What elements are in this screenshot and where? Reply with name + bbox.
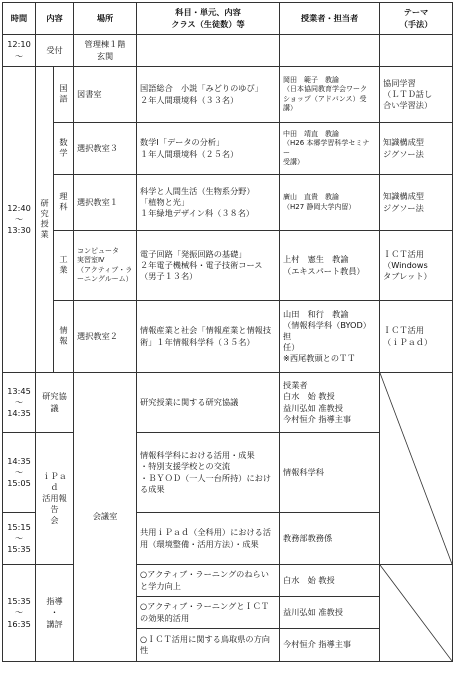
header-teacher: 授業者・担当者: [280, 3, 380, 35]
research-time: 12:40 ～ 13:30: [3, 67, 36, 373]
review-subject: ○ＩＣＴ活用に関する鳥取県の方向 性: [137, 629, 280, 662]
lesson-content: 情報産業と社会「情報産業と情報技 術」１年情報科学科（３５名）: [137, 301, 280, 373]
reception-place: 管理棟１階 玄関: [74, 35, 137, 67]
lesson-theme: 協同学習 （ＬＴＤ話し 合い学習法）: [380, 67, 453, 123]
research-row: [3, 231, 453, 301]
schedule-table: [2, 2, 453, 662]
reception-teacher: [280, 35, 380, 67]
reception-theme: [380, 35, 453, 67]
meeting-subject: 共用ｉＰａｄ（全科用）における活用（環境整備・活用方法）・成果: [137, 513, 280, 565]
header-place: 場所: [74, 3, 137, 35]
review-time: 15:35 ～ 16:35: [3, 565, 36, 662]
reception-subject: [137, 35, 280, 67]
lesson-teacher: 中田 靖直 教諭 （H26 本郷学習科学セミナー 受講）: [280, 123, 380, 175]
meeting-time: 13:45 ～ 14:35: [3, 373, 36, 433]
review-teacher: 益川弘如 准教授: [280, 597, 380, 629]
lesson-teacher: 山田 和行 教諭 （情報科学科（BYOD）担 任） ※西尾教頭とのＴＴ: [280, 301, 380, 373]
review-content: 指導 ・ 講評: [36, 565, 74, 662]
meeting-place: 会議室: [74, 373, 137, 662]
subject-name: 国語: [59, 84, 70, 105]
subject-cell: [54, 175, 74, 231]
subject-name: 数学: [59, 138, 70, 159]
lesson-place: コンピュータ 実習室Ⅳ （アクティブ・ラ ーニングルーム）: [74, 231, 137, 301]
subject-cell: [54, 301, 74, 373]
research-row: [3, 175, 453, 231]
meeting-row: [3, 373, 453, 433]
lesson-place: 図書室: [74, 67, 137, 123]
lesson-theme: ＩＣＴ活用 （ｉＰａｄ）: [380, 301, 453, 373]
research-label: 研究授業: [40, 199, 51, 240]
meeting-time: 15:15 ～ 15:35: [3, 513, 36, 565]
review-theme-diagonal: [380, 565, 453, 662]
subject-name: 理科: [59, 192, 70, 213]
review-teacher: 今村恒介 指導主事: [280, 629, 380, 662]
header-theme-line2: （手法）: [399, 18, 433, 29]
meeting-subject: 情報科学科における活用・成果 ・特別支援学校との交流 ・ＢＹＯＤ（一人一台所持）における成果: [137, 433, 280, 513]
header-subject: [137, 3, 280, 35]
lesson-content: 数学Ⅰ「データの分析」 １年人間環境科（２５名）: [137, 123, 280, 175]
lesson-place: 選択教室３: [74, 123, 137, 175]
theme-empty-diagonal: [380, 373, 453, 565]
diagonal-line: [380, 565, 452, 661]
header-theme: [380, 3, 453, 35]
lesson-theme: ＩＣＴ活用 （Windows タブレット）: [380, 231, 453, 301]
header-subject-line2: クラス（生徒数）等: [171, 18, 245, 29]
header-theme-line1: テーマ: [403, 7, 429, 18]
lesson-content: 科学と人間生活（生物系分野） 「植物と光」 １年緑地デザイン科（３８名）: [137, 175, 280, 231]
lesson-teacher: 上村 憲生 教諭 （エキスパート教員）: [280, 231, 380, 301]
diagonal-line: [380, 373, 452, 564]
meeting-teacher: 授業者 白水 始 教授 益川弘如 准教授 今村恒介 指導主事: [280, 373, 380, 433]
subject-name: 工業: [59, 255, 70, 276]
research-row: [3, 67, 453, 123]
meeting-time: 14:35 ～ 15:05: [3, 433, 36, 513]
lesson-theme: 知識構成型 ジグソー法: [380, 123, 453, 175]
research-label-cell: [36, 67, 54, 373]
review-subject: ○アクティブ・ラーニングのねらい と学力向上: [137, 565, 280, 597]
subject-cell: [54, 231, 74, 301]
meeting-content: ｉＰａｄ 活用報告 会: [36, 433, 74, 565]
header-subject-line1: 科目・単元、内容: [175, 7, 241, 18]
reception-row: [3, 35, 453, 67]
research-row: [3, 123, 453, 175]
lesson-teacher: 廣山 直貴 教諭 （H27 静岡大学内留）: [280, 175, 380, 231]
meeting-teacher: 教務部教務係: [280, 513, 380, 565]
review-row: [3, 565, 453, 597]
meeting-teacher: 情報科学科: [280, 433, 380, 513]
review-teacher: 白水 始 教授: [280, 565, 380, 597]
header-time: 時間: [3, 3, 36, 35]
lesson-teacher: 岡田 範子 教諭 （日本協同教育学会ワーク ショップ（アドバンス）受講）: [280, 67, 380, 123]
subject-name: 情報: [59, 326, 70, 347]
lesson-place: 選択教室１: [74, 175, 137, 231]
subject-cell: [54, 67, 74, 123]
meeting-content: 研究協議: [36, 373, 74, 433]
review-subject: ○アクティブ・ラーニングとＩＣＴ の効果的活用: [137, 597, 280, 629]
subject-cell: [54, 123, 74, 175]
lesson-content: 電子回路「発振回路の基礎」 ２年電子機械科・電子技術コース （男子１３名）: [137, 231, 280, 301]
meeting-subject: 研究授業に関する研究協議: [137, 373, 280, 433]
research-row: [3, 301, 453, 373]
lesson-content: 国語総合 小説「みどりのゆび」 ２年人間環境科（３３名）: [137, 67, 280, 123]
header-content: 内容: [36, 3, 74, 35]
reception-content: 受付: [36, 35, 74, 67]
header-row: [3, 3, 453, 35]
reception-time: 12:10 ～: [3, 35, 36, 67]
lesson-theme: 知識構成型 ジグソー法: [380, 175, 453, 231]
lesson-place: 選択教室２: [74, 301, 137, 373]
